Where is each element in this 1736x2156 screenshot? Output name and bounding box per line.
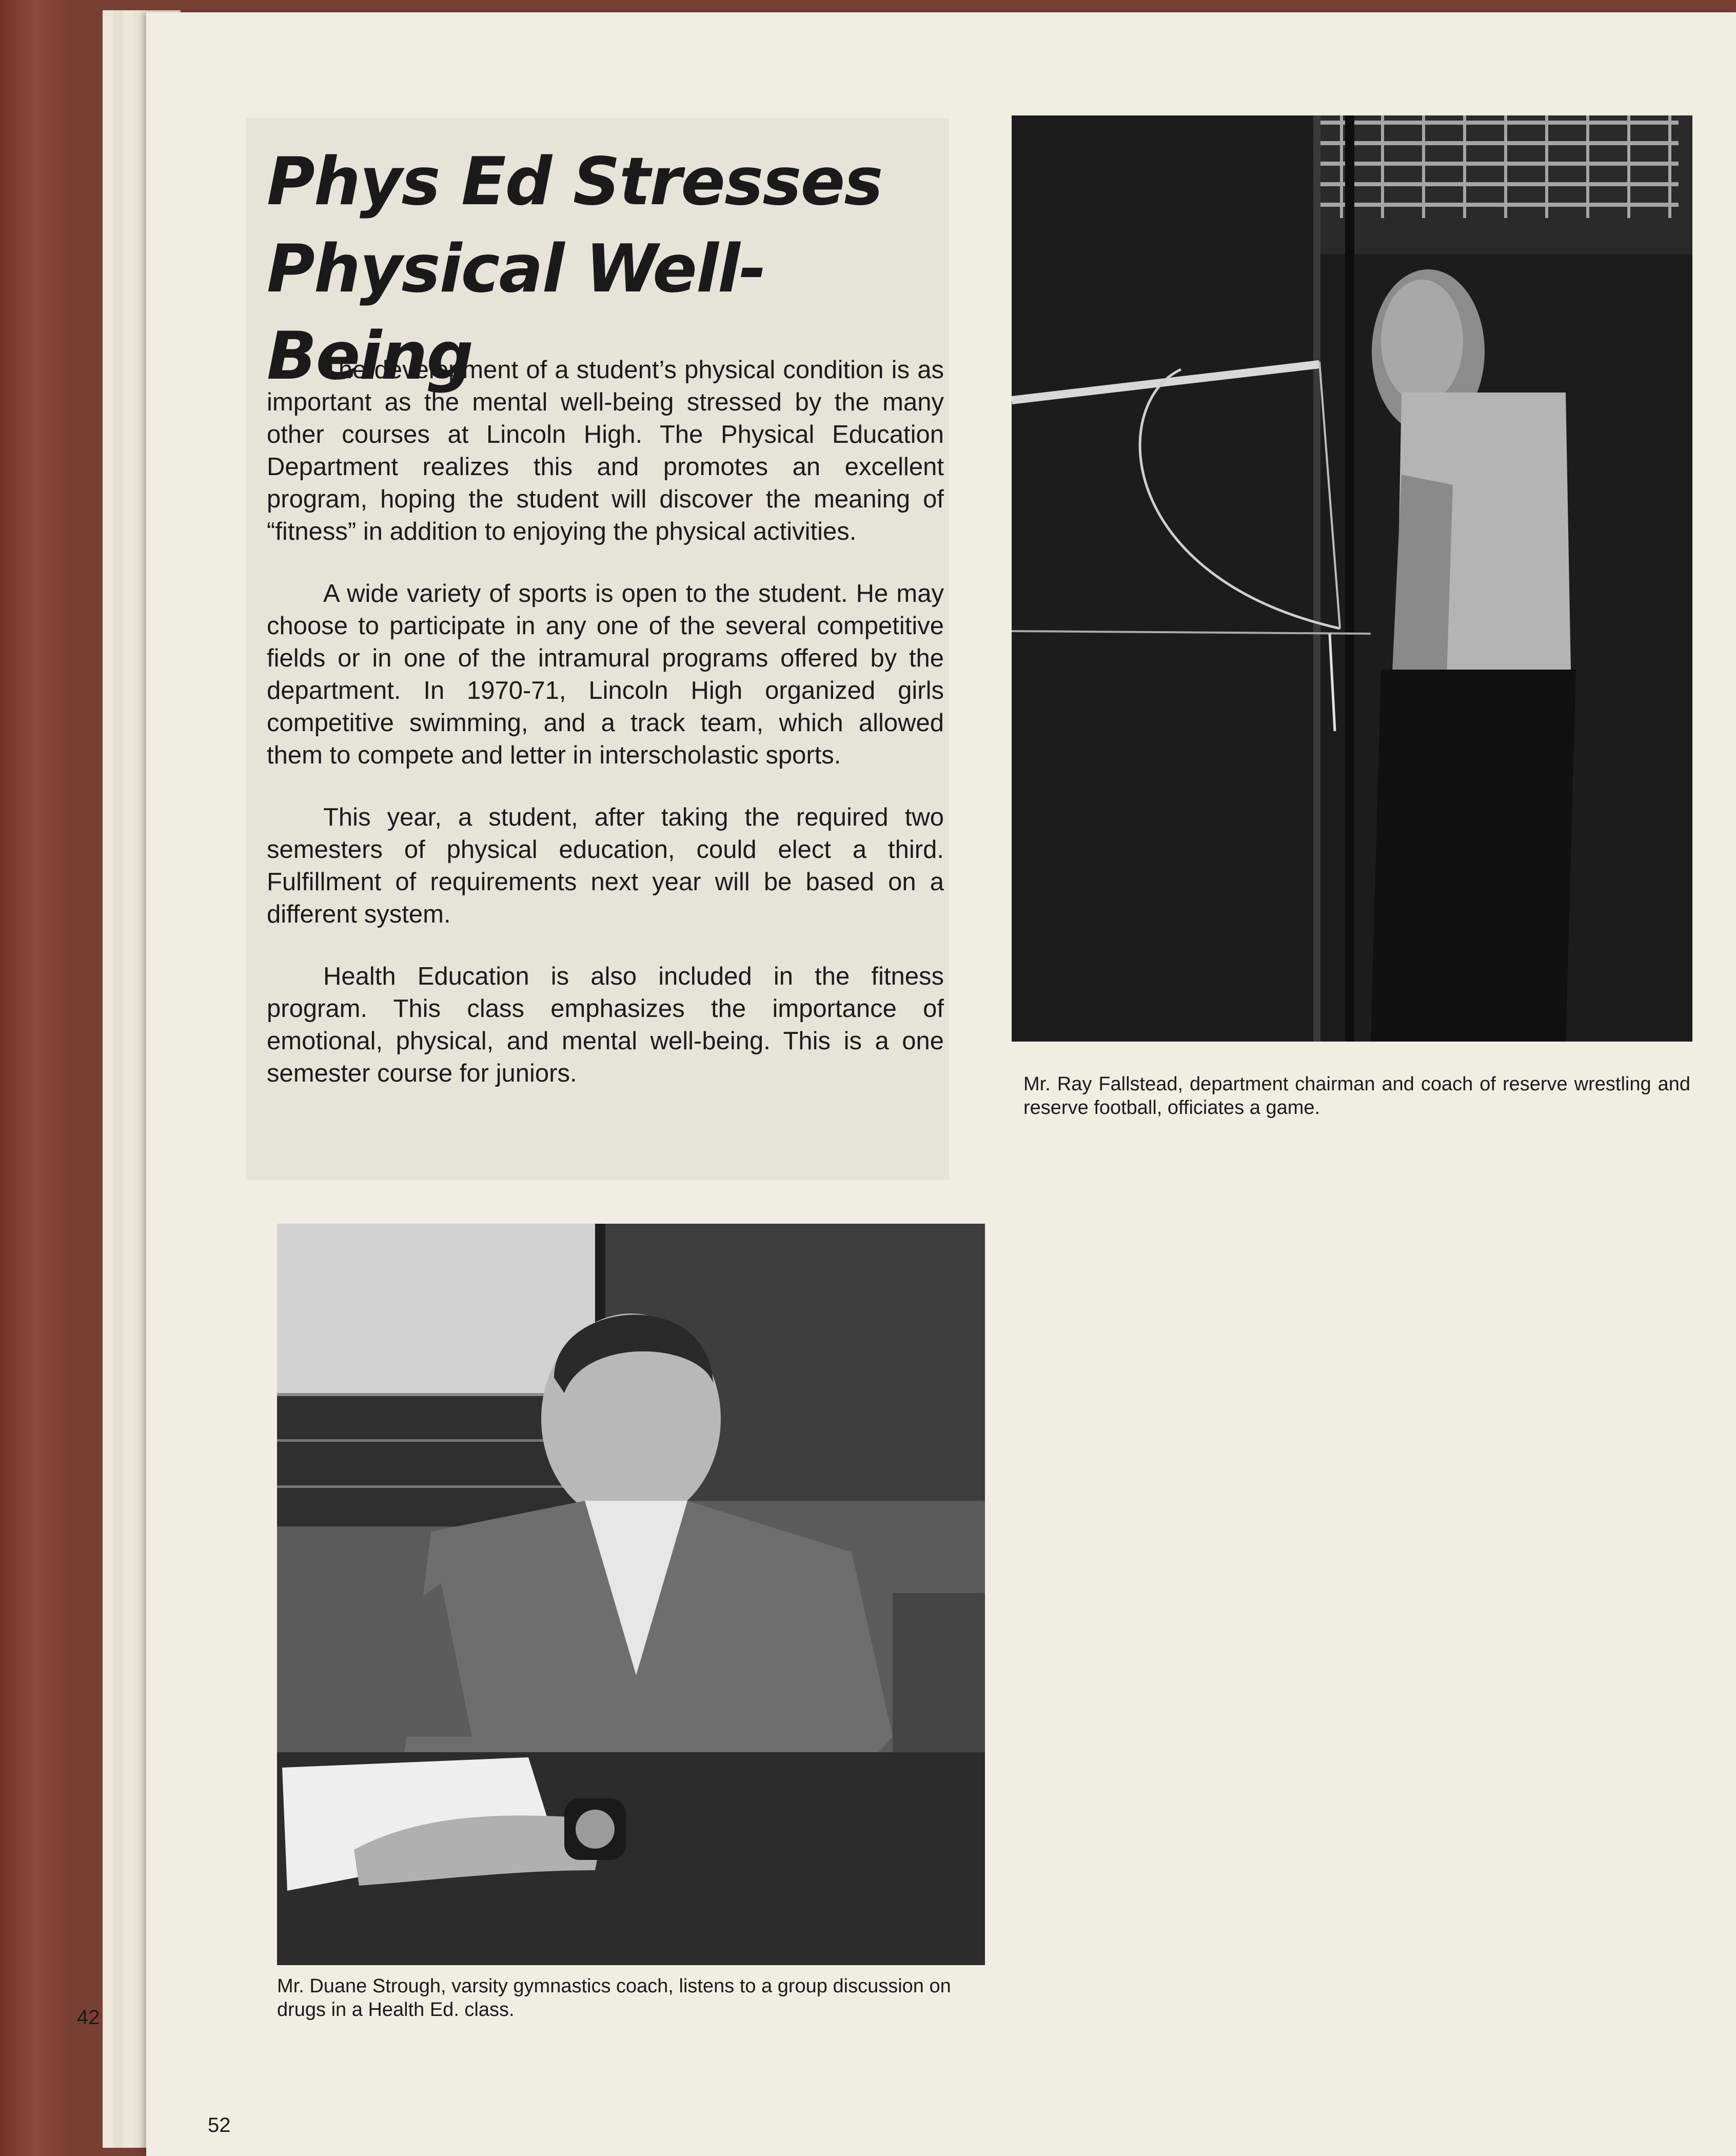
article-body	[267, 354, 944, 1120]
photo-strough	[277, 1224, 985, 1965]
caption-strough: Mr. Duane Strough, varsity gymnastics coach, listens to a group discussion on drugs in a Health Ed. class.	[277, 1975, 951, 2021]
paragraph: This year, a student, after taking the required two semesters of physical education, could elect a third. Fulfillment of requirements next year will be based on a different system.	[267, 803, 944, 928]
title-line-1: Phys Ed Stresses	[267, 144, 882, 220]
caption-fallstead: Mr. Ray Fallstead, department chairman and coach of reserve wrestling and reserve football, officiates a game.	[1023, 1073, 1690, 1119]
paragraph: Health Education is also included in the fitness program. This class emphasizes the importance of emotional, physical, and mental well-being. This is a one semester course for juniors.	[267, 963, 944, 1087]
photo-fallstead	[1012, 115, 1692, 1042]
page-number: 52	[208, 2114, 231, 2137]
paragraph: A wide variety of sports is open to the student. He may choose to participate in any one of the several competitive fields or in one of the intramural programs offered by the department. In 1970-71, Lincoln High organized girls competitive swimming, and a track team, which allowed them to compete and letter in interscholastic sports.	[267, 580, 944, 769]
paragraph: The development of a student’s physical condition is as important as the mental well-being stressed by the many other courses at Lincoln High. The Physical Education Department realizes this and promotes an excellent program, hoping the student will discover the meaning of “fitness” in addition to enjoying the physical activities.	[267, 356, 944, 545]
title-line-2: Physical Well-Being	[267, 231, 765, 395]
underlying-page-number: 42	[77, 2006, 100, 2029]
